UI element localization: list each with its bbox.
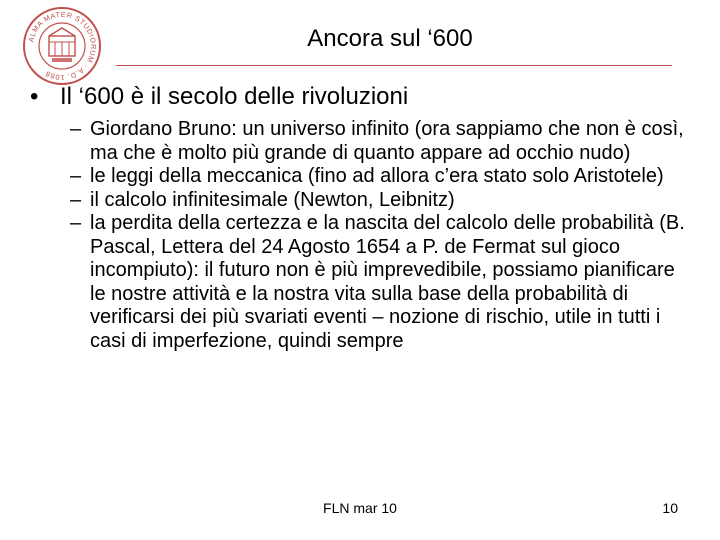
title-divider [116,65,672,66]
sub-bullet-giordano-bruno [70,118,692,165]
slide-number: 10 [662,500,678,516]
sub-bullet-list [70,118,692,353]
slide-title: Ancora sul ‘600 [307,25,473,52]
footer-course-label: FLN mar 10 [323,500,397,516]
main-bullet-text: Il ‘600 è il secolo delle rivoluzioni [60,83,409,110]
bullet-mark: • [30,83,39,110]
seal-icon [22,6,102,86]
sub-bullet-meccanica [70,165,692,189]
sub-bullet-text: il calcolo infinitesimale (Newton, Leibnitz) [90,188,455,211]
sub-bullet-text: la perdita della certezza e la nascita del calcolo delle probabilità (B. Pascal, Lettera del 24 Agosto 1654 a P. de Fermat sul gioco incompiuto): il futuro non è più imprevedibile, possiamo pianificare le nostre attività e la nostra vita sulla base della probabilità di verificarsi dei più svariati eventi – nozione di rischio, utile in tutti i casi di imperfezione, quindi sempre [90,212,685,352]
sub-bullet-text: le leggi della meccanica (fino ad allora c’era stato solo Aristotele) [90,165,664,187]
dash-mark: – [70,118,82,140]
svg-text:ALMA MATER STUDIORUM · A.D. 10: ALMA MATER STUDIORUM · A.D. 1088 [26,9,99,83]
sub-bullet-calcolo-infinitesimale [70,189,692,213]
sub-bullet-text: Giordano Bruno: un universo infinito (ora sappiamo che non è così, ma che è molto più grande di quanto appare ad occhio nudo) [90,118,684,164]
university-seal-logo [22,6,102,86]
dash-mark: – [70,212,82,234]
sub-bullet-probabilita [70,212,692,353]
dash-mark: – [70,165,82,187]
dash-mark: – [70,188,82,211]
